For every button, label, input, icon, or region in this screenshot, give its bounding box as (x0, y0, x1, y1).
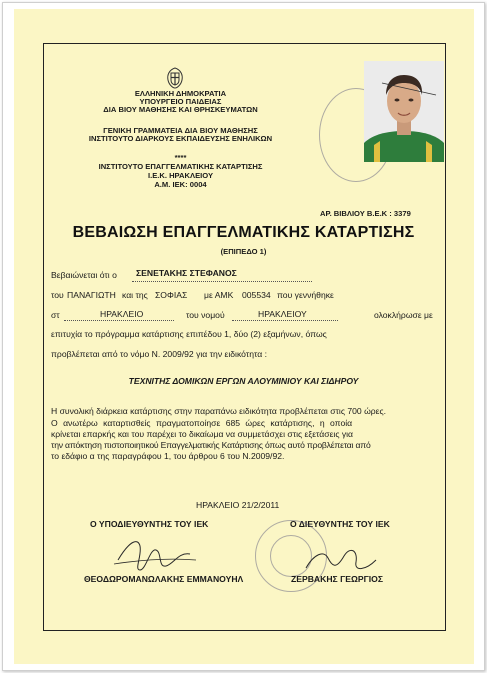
portrait-image (364, 61, 444, 162)
institute-vocational-label: ΙΝΣΤΙΤΟΥΤΟ ΕΠΑΓΓΕΛΜΑΤΙΚΗΣ ΚΑΤΑΡΤΙΣΗΣ (98, 162, 263, 171)
specialty: ΤΕΧΝΙΤΗΣ ΔΟΜΙΚΩΝ ΕΡΓΩΝ ΑΛΟΥΜΙΝΙΟΥ ΚΑΙ ΣΙΔΗΡΟΥ (128, 376, 359, 386)
eligibility-line: κρίνεται επαρκής και του παρέχει το δικαίωμα να συμμετάσχει στις εξετάσεις για (51, 429, 354, 439)
director-title: Ο ΔΙΕΥΘΥΝΤΗΣ ΤΟΥ ΙΕΚ (290, 519, 390, 529)
mother-prefix: και της (122, 290, 148, 300)
birthplace-line (64, 320, 174, 321)
ministry-label: ΥΠΟΥΡΓΕΙΟ ΠΑΙΔΕΙΑΣ (139, 97, 222, 106)
deputy-title: Ο ΥΠΟΔΙΕΥΘΥΝΤΗΣ ΤΟΥ ΙΕΚ (90, 519, 209, 529)
certify-prefix: Βεβαιώνεται ότι ο (51, 270, 117, 280)
certificate-line: την απόκτηση πιστοποιητικού Επαγγελματικής Κατάρτισης όπως αυτό προβλέπεται από (51, 440, 371, 450)
student-photo (364, 61, 444, 162)
born-at-label: στ (51, 310, 60, 320)
certificate-level: (ΕΠΙΠΕΔΟ 1) (220, 247, 267, 256)
institute-adult-label: ΙΝΣΤΙΤΟΥΤΟ ΔΙΑΡΚΟΥΣ ΕΚΠΑΙΔΕΥΣΗΣ ΕΝΗΛΙΚΩΝ (88, 134, 273, 143)
ministry-sub-label: ΔΙΑ ΒΙΟΥ ΜΑΘΗΣΗΣ ΚΑΙ ΘΡΗΣΚΕΥΜΑΤΩΝ (103, 105, 258, 114)
law-line: προβλέπεται από το νόμο Ν. 2009/92 για την ειδικότητα : (51, 349, 267, 359)
iek-name-label: Ι.Ε.Κ. ΗΡΑΚΛΕΙΟΥ (147, 171, 214, 180)
stars-label: **** (174, 153, 187, 162)
name-line (132, 281, 312, 282)
duration-line: Η συνολική διάρκεια κατάρτισης στην παραπάνω ειδικότητα προβλέπεται στις 700 ώρες. (51, 406, 387, 416)
director-name: ΖΕΡΒΑΚΗΣ ΓΕΩΡΓΙΟΣ (291, 574, 383, 584)
certificate-title: ΒΕΒΑΙΩΣΗ ΕΠΑΓΓΕΛΜΑΤΙΚΗΣ ΚΑΤΑΡΤΙΣΗΣ (72, 224, 415, 241)
birthplace: ΗΡΑΚΛΕΙΟ (100, 309, 144, 319)
prefecture: ΗΡΑΚΛΕΙΟΥ (258, 309, 307, 319)
mother-name: ΣΟΦΙΑΣ (155, 290, 188, 300)
general-secretariat-label: ΓΕΝΙΚΗ ΓΡΑΜΜΑΤΕΙΑ ΔΙΑ ΒΙΟΥ ΜΑΘΗΣΗΣ (103, 126, 258, 135)
book-number: ΑΡ. ΒΙΒΛΙΟΥ Β.Ε.Κ : 3379 (320, 209, 411, 218)
student-name: ΣΕΝΕΤΑΚΗΣ ΣΤΕΦΑΝΟΣ (136, 268, 237, 278)
deputy-signature-icon (110, 530, 200, 578)
greek-emblem-icon (165, 67, 185, 89)
prefecture-prefix: του νομού (186, 310, 225, 320)
place-date: ΗΡΑΚΛΕΙΟ 21/2/2011 (196, 500, 280, 510)
completed-label: ολοκλήρωσε με (374, 310, 433, 320)
deputy-name: ΘΕΟΔΩΡΟΜΑΝΩΛΑΚΗΣ ΕΜΜΑΝΟΥΗΛ (84, 574, 244, 584)
amk-value: 005534 (242, 290, 271, 300)
hours-line: Ο ανωτέρω καταρτισθείς πραγματοποίησε 685 ώρες κατάρτισης, η οποία (51, 418, 353, 428)
amk-prefix: με ΑΜΚ (204, 290, 234, 300)
born-label: που γεννήθηκε (277, 290, 334, 300)
program-line: επιτυχία το πρόγραμμα κατάρτισης επιπέδου 1, δύο (2) εξαμήνων, όπως (51, 329, 327, 339)
iek-code-label: Α.Μ. ΙΕΚ: 0004 (154, 180, 207, 189)
father-prefix: του (51, 290, 64, 300)
father-name: ΠΑΝΑΓΙΩΤΗ (67, 290, 116, 300)
prefecture-line (232, 320, 338, 321)
article-line: το εδάφιο α της παραγράφου 1, του άρθρου 6 του Ν.2009/92. (51, 451, 285, 461)
republic-label: ΕΛΛΗΝΙΚΗ ΔΗΜΟΚΡΑΤΙΑ (134, 89, 227, 98)
